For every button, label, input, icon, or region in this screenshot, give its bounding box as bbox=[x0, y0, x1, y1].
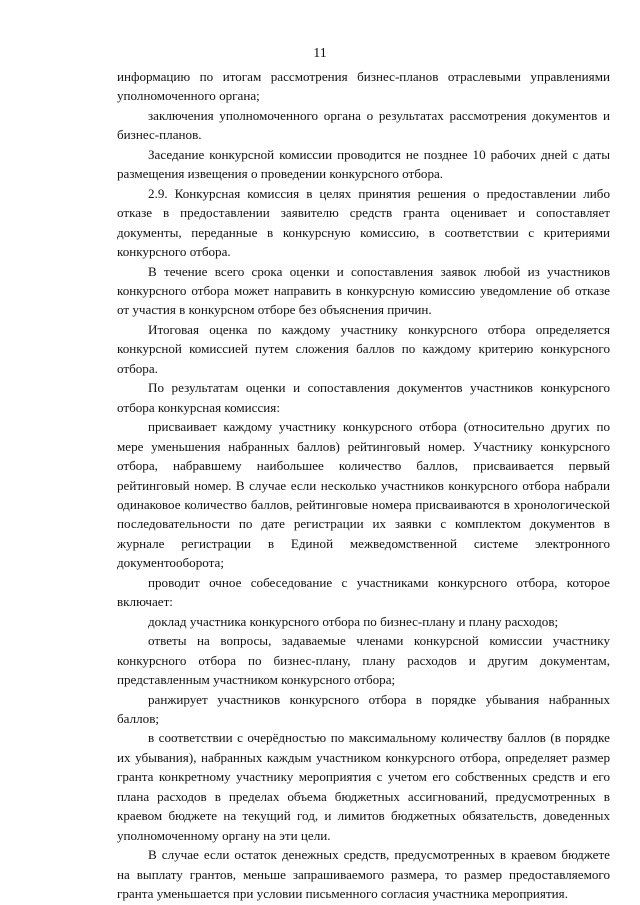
paragraph: информацию по итогам рассмотрения бизнес-планов отраслевыми управлениями уполномоченного органа; bbox=[117, 69, 610, 104]
document-body bbox=[117, 67, 610, 903]
paragraph: ранжирует участников конкурсного отбора в порядке убывания набранных баллов; bbox=[117, 691, 610, 726]
paragraph: присваивает каждому участнику конкурсного отбора (относительно других по мере уменьшения набранных баллов) рейтинговый номер. Участнику конкурсного отбора, набравшему наибольшее количество баллов, присваивается первый рейтинговый номер. В случае если несколько участников конкурсного отбора набрали одинаковое количество баллов, рейтинговые номера присваиваются в хронологической последовательности по дате регистрации их заявки с комплектом документов в журнале регистрации в Единой межведомственной системе электронного документооборота; bbox=[117, 419, 610, 571]
paragraph: доклад участника конкурсного отбора по бизнес-плану и плану расходов; bbox=[148, 613, 559, 629]
paragraph: Заседание конкурсной комиссии проводится не позднее 10 рабочих дней с даты размещения извещения о проведении конкурсного отбора. bbox=[117, 146, 610, 182]
paragraph: проводит очное собеседование с участниками конкурсного отбора, которое включает: bbox=[117, 574, 610, 610]
paragraph: заключения уполномоченного органа о результатах рассмотрения документов и бизнес-планов. bbox=[117, 107, 610, 143]
paragraph: 2.9. Конкурсная комиссия в целях принятия решения о предоставлении либо отказе в предоставлении заявителю средств гранта оценивает и сопоставляет документы, переданные в конкурсную комиссию, в соответствии с критериями конкурсного отбора. bbox=[117, 185, 610, 260]
page-number: 11 bbox=[313, 46, 327, 61]
paragraph: в соответствии с очерёдностью по максимальному количеству баллов (в порядке их убывания), набранных каждым участником конкурсного отбора, определяет размер гранта конкретному участнику мероприятия с учетом его собственных средств и его плана расходов в пределах объема бюджетных ассигнований, предусмотренных в краевом бюджете на текущий год, и лимитов бюджетных обязательств, доведенных уполномоченному органу на эти цели. bbox=[117, 730, 610, 843]
paragraph: Итоговая оценка по каждому участнику конкурсного отбора определяется конкурсной комиссией путем сложения баллов по каждому критерию конкурсного отбора. bbox=[117, 321, 610, 376]
paragraph: В течение всего срока оценки и сопоставления заявок любой из участников конкурсного отбора может направить в конкурсную комиссию уведомление об отказе от участия в конкурсном отборе без объяснения причин. bbox=[117, 263, 610, 318]
paragraph: По результатам оценки и сопоставления документов участников конкурсного отбора конкурсная комиссия: bbox=[117, 380, 610, 415]
paragraph: ответы на вопросы, задаваемые членами конкурсной комиссии участнику конкурсного отбора по бизнес-плану, плану расходов и другим документам, представленным участником конкурсного отбора; bbox=[117, 633, 610, 688]
paragraph: В случае если остаток денежных средств, предусмотренных в краевом бюджете на выплату грантов, меньше запрашиваемого размера, то размер предоставляемого гранта уменьшается при условии письменного согласия участника мероприятия. bbox=[117, 847, 610, 902]
